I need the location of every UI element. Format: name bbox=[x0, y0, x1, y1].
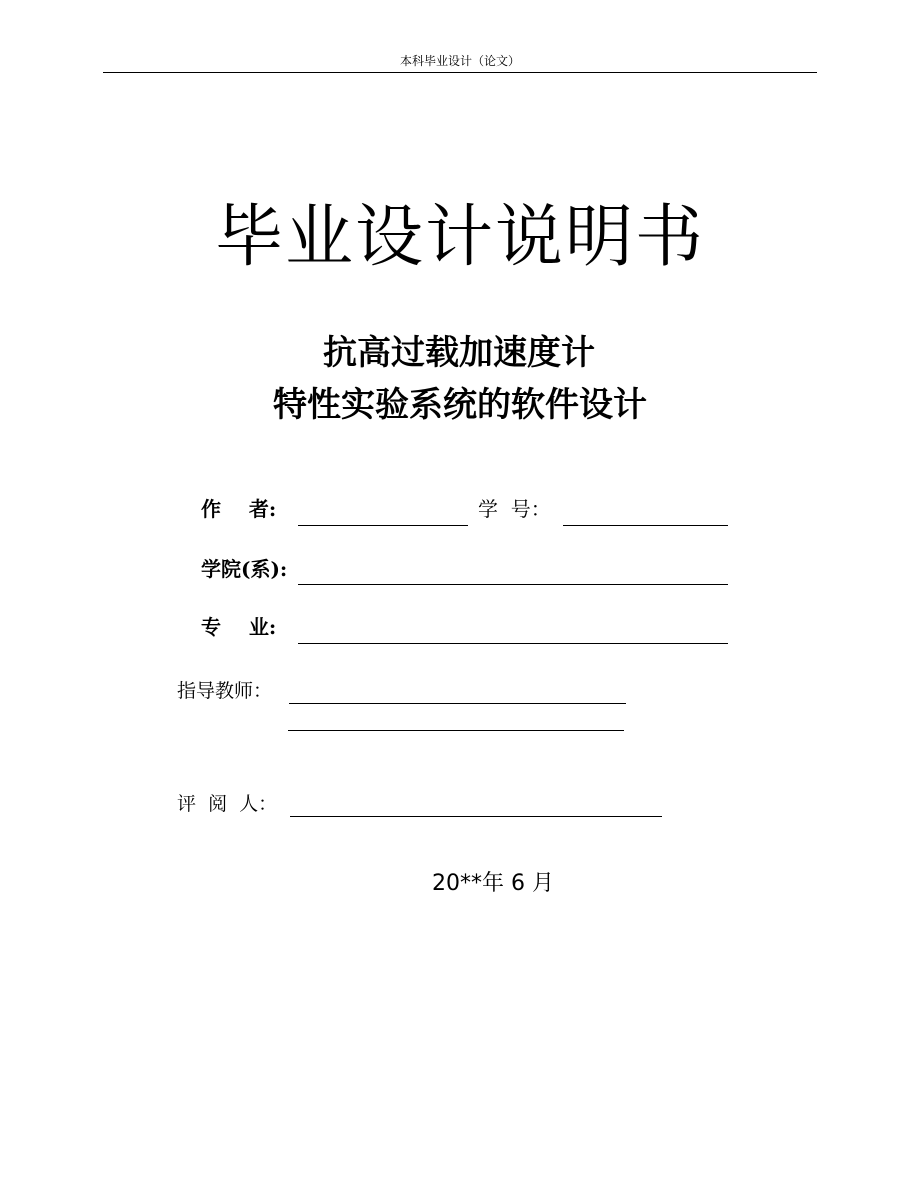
advisor-field-line-1 bbox=[289, 703, 626, 704]
running-header: 本科毕业设计（论文） bbox=[399, 54, 520, 68]
college-label: 学院(系): bbox=[201, 557, 288, 581]
college-field-line bbox=[298, 584, 728, 585]
submission-date: 20**年 6 月 bbox=[432, 871, 554, 896]
advisor-label: 指导教师： bbox=[177, 680, 273, 702]
reviewer-label: 评 阅 人： bbox=[177, 793, 278, 815]
thesis-title-line-1: 抗高过载加速度计 bbox=[323, 333, 595, 373]
student-id-label: 学 号： bbox=[478, 497, 551, 521]
major-label: 专 业: bbox=[201, 615, 277, 639]
reviewer-field-line bbox=[290, 816, 662, 817]
major-field-line bbox=[298, 643, 728, 644]
document-type-title: 毕业设计说明书 bbox=[214, 198, 705, 277]
author-field-line bbox=[298, 525, 468, 526]
advisor-field-line-2 bbox=[288, 730, 624, 731]
header-rule bbox=[103, 72, 817, 73]
thesis-title-line-2: 特性实验系统的软件设计 bbox=[273, 385, 647, 425]
author-label: 作 者: bbox=[201, 497, 277, 521]
student-id-field-line bbox=[563, 525, 728, 526]
